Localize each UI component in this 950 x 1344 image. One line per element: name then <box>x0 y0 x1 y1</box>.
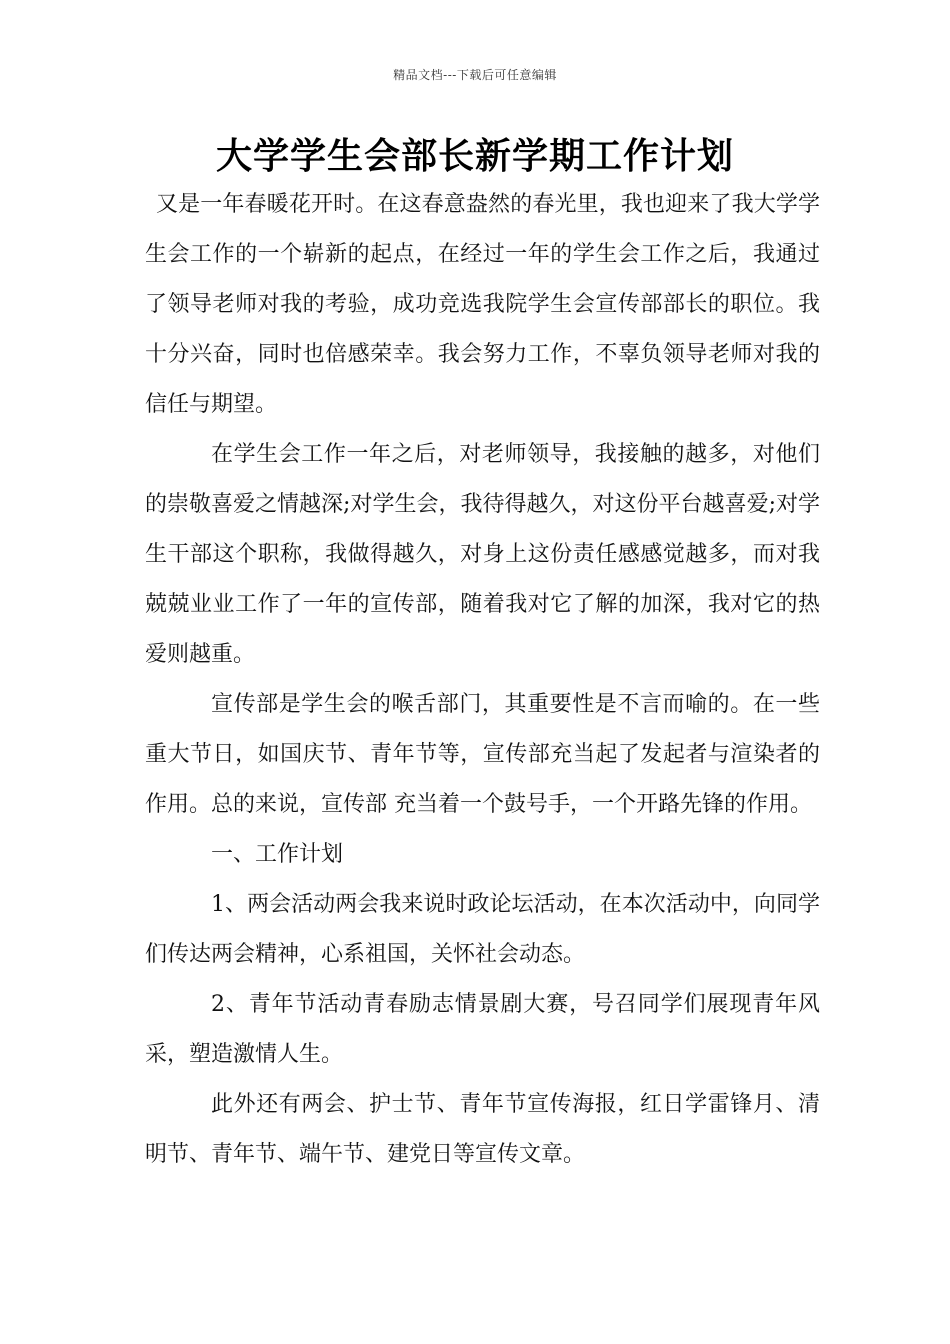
plan-item-1: 1、两会活动两会我来说时政论坛活动，在本次活动中，向同学们传达两会精神，心系祖国，关怀社会动态。 <box>145 892 820 967</box>
paragraph-intro: 又是一年春暖花开时。在这春意盎然的春光里，我也迎来了我大学学生会工作的一个崭新的起点，在经过一年的学生会工作之后，我通过了领导老师对我的考验，成功竞选我院学生会宣传部部长的职位。我十分兴奋，同时也倍感荣幸。我会努力工作，不辜负领导老师对我的信任与期望。 <box>145 192 820 417</box>
plan-item-2: 2、青年节活动青春励志情景剧大赛，号召同学们展现青年风采，塑造激情人生。 <box>145 992 820 1067</box>
document-body <box>145 180 820 1180</box>
document-title: 大学学生会部长新学期工作计划 <box>215 136 734 177</box>
paragraph-additional: 此外还有两会、护士节、青年节宣传海报，红日学雷锋月、清明节、青年节、端午节、建党日等宣传文章。 <box>145 1092 820 1167</box>
header-note: 精品文档---下载后可任意编辑 <box>393 68 557 82</box>
paragraph-department-role: 宣传部是学生会的喉舌部门，其重要性是不言而喻的。在一些重大节日，如国庆节、青年节等，宣传部充当起了发起者与渲染者的作用。总的来说，宣传部 充当着一个鼓号手，一个开路先锋的作用。 <box>145 692 820 817</box>
paragraph-experience: 在学生会工作一年之后，对老师领导，我接触的越多，对他们的崇敬喜爱之情越深;对学生会，我待得越久，对这份平台越喜爱;对学生干部这个职称，我做得越久，对身上这份责任感感觉越多，而对我兢兢业业工作了一年的宣传部，随着我对它了解的加深，我对它的热爱则越重。 <box>145 442 820 667</box>
section-heading-work-plan: 一、工作计划 <box>211 842 344 867</box>
